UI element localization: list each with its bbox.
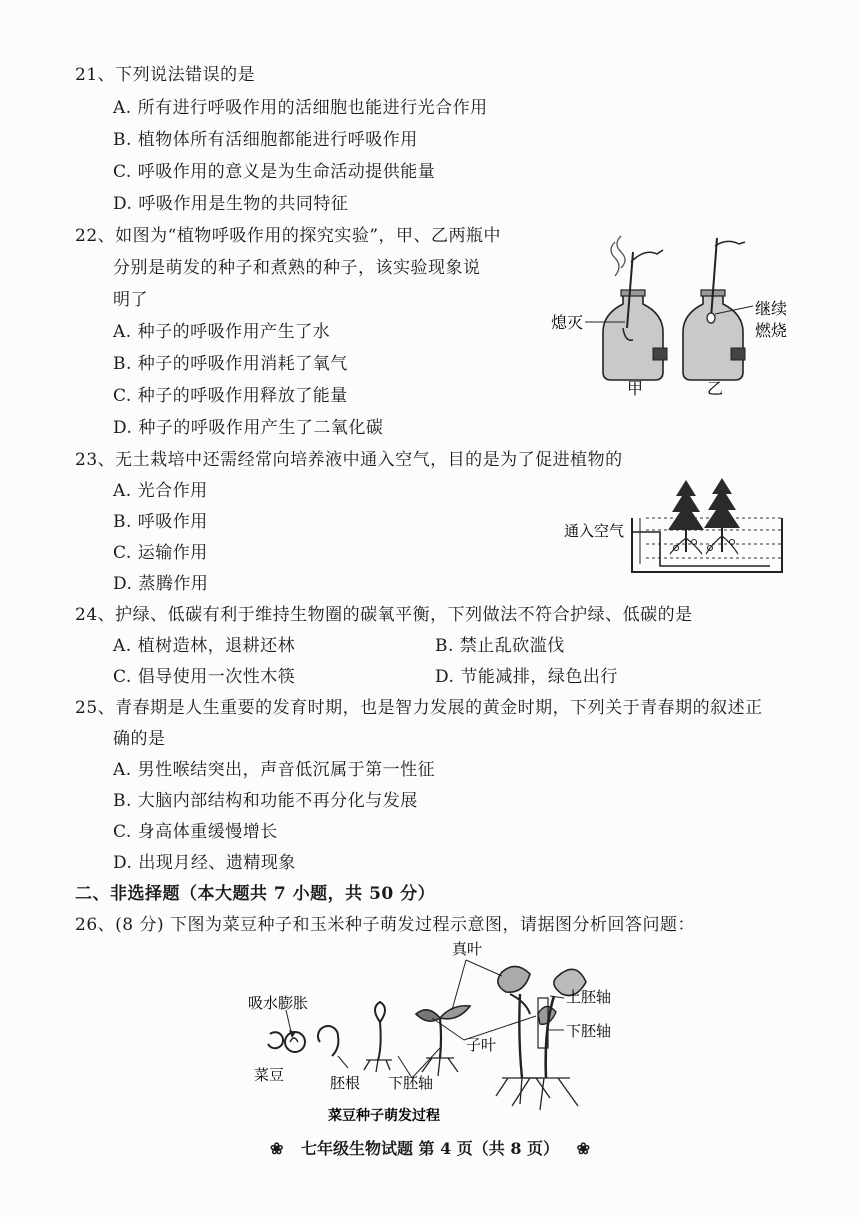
q26-label-xiapeizhou-left: 下胚轴 — [388, 1074, 434, 1092]
q26-label-xishui-pengzhang: 吸水膨胀 — [248, 994, 309, 1012]
tree-left — [668, 480, 704, 554]
footer-text: 七年级生物试题 第 4 页（共 8 页） — [300, 1139, 560, 1158]
q25-option-a: A. 男性喉结突出，声音低沉属于第一性征 — [113, 760, 436, 780]
q21-option-c: C. 呼吸作用的意义是为生命活动提供能量 — [113, 162, 436, 182]
q21-option-b: B. 植物体所有活细胞都能进行呼吸作用 — [113, 130, 418, 150]
q22-option-a: A. 种子的呼吸作用产生了水 — [113, 322, 331, 342]
q21-option-a: A. 所有进行呼吸作用的活细胞也能进行光合作用 — [113, 98, 488, 118]
q23-option-c: C. 运输作用 — [113, 543, 208, 563]
q24-option-d: D. 节能减排，绿色出行 — [435, 667, 618, 687]
section-title-non-choice: 二、非选择题（本大题共 7 小题，共 50 分） — [75, 884, 436, 904]
q24-option-c: C. 倡导使用一次性木筷 — [113, 667, 296, 687]
q22-label-jia: 甲 — [627, 379, 644, 398]
q21-option-d: D. 呼吸作用是生物的共同特征 — [113, 194, 349, 214]
jar-jia — [603, 236, 667, 380]
q22-label-yi: 乙 — [707, 379, 724, 398]
q26-label-xiapeizhou-right: 下胚轴 — [566, 1022, 612, 1040]
q22-label-ranshao: 燃烧 — [755, 321, 788, 340]
footer-ornament-right: ❀ — [576, 1139, 591, 1158]
bean-seed-icon — [268, 1032, 283, 1048]
q22-stem-line1: 22、如图为“植物呼吸作用的探究实验”，甲、乙两瓶中 — [75, 226, 502, 246]
q22-option-c: C. 种子的呼吸作用释放了能量 — [113, 386, 348, 406]
q23-stem: 23、无土栽培中还需经常向培养液中通入空气，目的是为了促进植物的 — [75, 450, 623, 470]
q24-option-b: B. 禁止乱砍滥伐 — [435, 636, 565, 656]
footer-ornament-left: ❀ — [269, 1139, 284, 1158]
q26-label-zhenye: 真叶 — [452, 940, 483, 958]
q23-option-a: A. 光合作用 — [113, 481, 208, 501]
swollen-seed-icon — [285, 1032, 305, 1052]
q25-stem-line1: 25、青春期是人生重要的发育时期，也是智力发展的黄金时期，下列关于青春期的叙述正 — [75, 698, 763, 718]
q26-caption: 菜豆种子萌发过程 — [328, 1108, 440, 1124]
q25-stem-line2: 确的是 — [113, 729, 166, 749]
early-sprout-icon — [375, 1002, 385, 1060]
q21-stem: 21、下列说法错误的是 — [75, 65, 256, 85]
q25-option-c: C. 身高体重缓慢增长 — [113, 822, 278, 842]
q23-option-b: B. 呼吸作用 — [113, 512, 208, 532]
q26-label-peigen: 胚根 — [330, 1074, 361, 1092]
q22-label-jixu: 继续 — [755, 299, 788, 318]
radicle-seed-icon — [318, 1026, 338, 1056]
q22-label-xi-mie: 熄灭 — [551, 313, 584, 332]
q22-jar-experiment-figure — [545, 232, 805, 402]
q22-stem-line3: 明了 — [113, 290, 148, 310]
q22-option-d: D. 种子的呼吸作用产生了二氧化碳 — [113, 418, 384, 438]
true-leaf-icon — [498, 966, 530, 992]
q24-option-a: A. 植树造林，退耕还林 — [113, 636, 296, 656]
q26-label-shangpeizhou: 上胚轴 — [566, 988, 612, 1006]
q22-stem-line2: 分别是萌发的种子和煮熟的种子，该实验现象说 — [113, 258, 481, 278]
q26-stem: 26、(8 分) 下图为菜豆种子和玉米种子萌发过程示意图，请据图分析回答问题： — [75, 915, 696, 935]
q22-option-b: B. 种子的呼吸作用消耗了氧气 — [113, 354, 348, 374]
q23-label-tongru-kongqi: 通入空气 — [564, 522, 625, 540]
jar-yi — [683, 238, 745, 380]
q24-stem: 24、护绿、低碳有利于维持生物圈的碳氧平衡，下列做法不符合护绿、低碳的是 — [75, 605, 693, 625]
q26-label-ziye: 子叶 — [466, 1036, 497, 1054]
q23-hydroponics-figure — [560, 472, 790, 584]
page-footer — [0, 1136, 860, 1159]
q23-option-d: D. 蒸腾作用 — [113, 574, 209, 594]
q26-bean-germination-figure — [240, 938, 660, 1128]
q25-option-b: B. 大脑内部结构和功能不再分化与发展 — [113, 791, 418, 811]
q26-label-caidou: 菜豆 — [254, 1066, 285, 1084]
q25-option-d: D. 出现月经、遗精现象 — [113, 853, 296, 873]
